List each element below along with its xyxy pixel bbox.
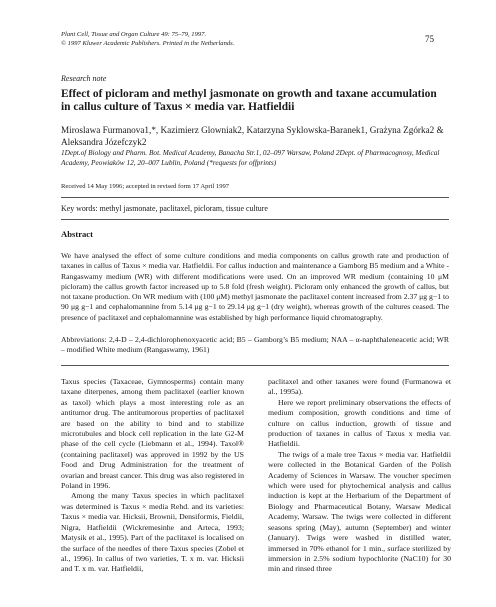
abstract-text: We have analysed the effect of some culture conditions and media components on callus growth rate and production of taxanes in callus of Taxus × media var. Hatfieldii. For callus induction and maintenance a Gamborg B5 medium and a White - Rangaswamy medium (WR) with different modifications were used. On an improved WR medium (containing 10 μM picloram) the callus growth factor increased up to 5.8 fold (fresh weight). Picloram only enhanced the growth of callus, but not taxane production. On WR medium with (100 μM) methyl jasmonate the paclitaxel content increased from 2.37 μg g−1 to 90 μg g−1 and cephalomannine from 5.14 μg g−1 to 29.14 μg g−1 (dry weight), whereas growth of the cultures ceased. The presence of paclitaxel and cephalomannine was established by high performance liquid chromatography. bbox=[61, 251, 449, 322]
journal-citation: Plant Cell, Tissue and Organ Culture 49: 75–79, 1997. bbox=[61, 31, 207, 38]
divider-body bbox=[61, 365, 449, 366]
body-column-left bbox=[61, 377, 244, 575]
keywords: Key words: methyl jasmonate, paclitaxel, picloram, tissue culture bbox=[61, 204, 268, 213]
affiliations: 1Dept.of Biology and Pharm. Bot. Medical Academy, Banacha Str.1, 02–097 Warsaw, Poland 2Dept. of Pharmacognosy, Medical Academy, Peowiaków 12, 20–007 Lublin, Poland (*requests for offprints) bbox=[61, 148, 440, 167]
body-paragraph: Here we report preliminary observations the effects of medium composition, growth conditions and time of culture on callus induction, growth of tissue and production of taxanes in callus of Taxus x media var. Hatfieldii. bbox=[268, 397, 451, 449]
journal-header bbox=[61, 31, 234, 48]
page-number: 75 bbox=[425, 34, 434, 44]
divider-top bbox=[61, 197, 449, 198]
received-dates: Received 14 May 1996; accepted in revised form 17 April 1997 bbox=[61, 183, 230, 190]
body-paragraph: Taxus species (Taxaceae, Gymnosperms) contain many taxane diterpenes, among them paclitaxel (earlier known as taxol) which plays a most interesting role as an antitumor drug. The antitumorous properties of paclitaxel are based on the ability to bind and to stabilize microtubules and block cell replication in the late G2-M phase of the cell cycle (Liebmann et al., 1994). Taxol® (containing paclitaxel) was approved in 1992 by the US Food and Drug Administration for the treatment of ovarian and breast cancer. This drug was also registered in Poland in 1996. bbox=[61, 377, 244, 491]
abstract-heading: Abstract bbox=[61, 229, 93, 239]
divider-keywords bbox=[61, 219, 449, 220]
body-paragraph: The twigs of a male tree Taxus × media var. Hatfieldii were collected in the Botanical Garden of the Polish Academy of Sciences in Warsaw. The voucher specimen which were used for phytochemical analysis and callus induction is kept at the Herbarium of the Department of Biology and Pharmaceutical Botany, Warsaw Medical Academy, Warsaw. The twigs were collected in different seasons spring (May), autumn (September) and winter (January). Twigs were washed in distilled water, immersed in 70% ethanol for 1 min., surface sterilized by immersion in 2.5% sodium hypochlorite (NaC10) for 30 min and rinsed three bbox=[268, 449, 451, 574]
body-column-right bbox=[268, 377, 451, 575]
body-paragraph: Among the many Taxus species in which paclitaxel was determined is Taxus × media Rehd. and its varieties: Taxus × media var. Hicksii, Brownii, Densiformis, Fieldii, Nigra, Hatfieldii (Wickremesinhe and Arteca, 1993; Matysik et al., 1995). Part of the paclitaxel is localised on the surface of the needles of there Taxus species (Zobel et al., 1996). In callus of two varieties, T. x m. var. Hicksii and T. x m. var. Hatfieldii, bbox=[61, 491, 244, 574]
journal-copyright: © 1997 Kluwer Academic Publishers. Printed in the Netherlands. bbox=[61, 39, 235, 47]
author-list: Miroslawa Furmanova1,*, Kazimierz Glowniak2, Katarzyna Syklowska-Baranek1, Grażyna Zgórka2 & Aleksandra Józefczyk2 bbox=[61, 125, 444, 147]
body-paragraph: paclitaxel and other taxanes were found (Furmanowa et al., 1995a). bbox=[268, 377, 451, 397]
abbreviations: Abbreviations: 2,4-D – 2,4-dichlorophenoxyacetic acid; B5 – Gamborg’s B5 medium; NAA – α-naphthaleneacetic acid; WR – modified White medium (Rangaswamy, 1961) bbox=[61, 335, 449, 355]
article-title: Effect of picloram and methyl jasmonate on growth and taxane accumulation in callus culture of Taxus × media var. Hatfieldii bbox=[61, 88, 437, 113]
article-type: Research note bbox=[61, 74, 107, 83]
